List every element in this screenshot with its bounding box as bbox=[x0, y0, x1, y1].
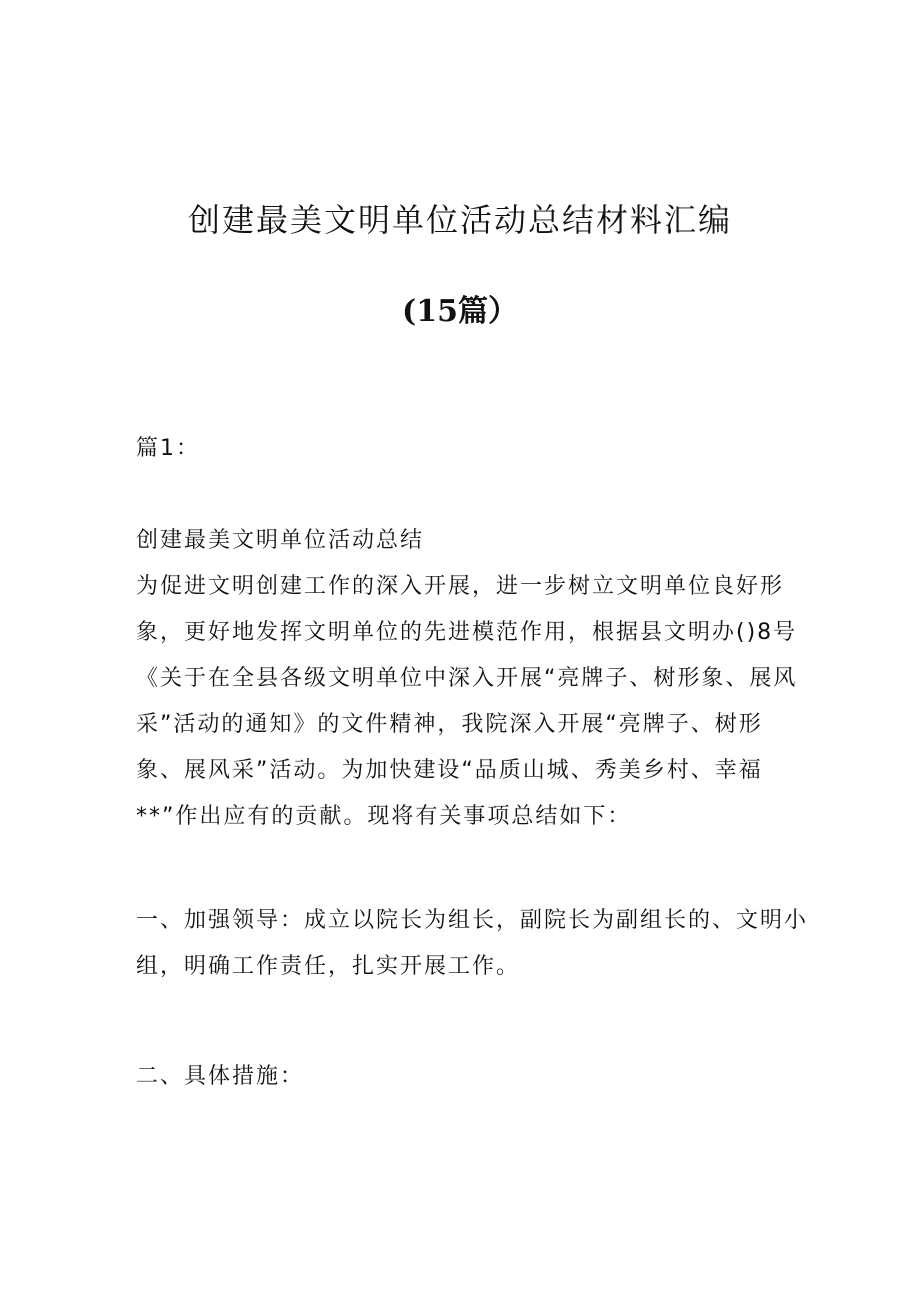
paragraph-line: 一、加强领导：成立以院长为组长，副院长为副组长的、文明小 bbox=[136, 908, 809, 933]
intro-paragraph bbox=[136, 564, 796, 840]
paragraph-line: **”作出应有的贡献。现将有关事项总结如下： bbox=[136, 804, 632, 829]
document-subtitle: (15篇） bbox=[402, 294, 518, 329]
document-title: 创建最美文明单位活动总结材料汇编 bbox=[187, 201, 732, 239]
point-one-paragraph bbox=[136, 898, 809, 990]
paragraph-line: 象，更好地发挥文明单位的先进模范作用，根据县文明办()8号 bbox=[136, 620, 798, 645]
chapter-label: 篇1： bbox=[136, 436, 200, 461]
section-heading: 创建最美文明单位活动总结 bbox=[136, 528, 425, 553]
paragraph-line: 《关于在全县各级文明单位中深入开展“亮牌子、树形象、展风 bbox=[136, 666, 798, 691]
point-two-heading: 二、具体措施： bbox=[136, 1064, 305, 1089]
paragraph-line: 组，明确工作责任，扎实开展工作。 bbox=[136, 954, 521, 979]
paragraph-line: 象、展风采”活动。为加快建设“品质山城、秀美乡村、幸福 bbox=[136, 758, 763, 783]
paragraph-line: 采”活动的通知》的文件精神，我院深入开展“亮牌子、树形 bbox=[136, 712, 763, 737]
paragraph-line: 为促进文明创建工作的深入开展，进一步树立文明单位良好形 bbox=[136, 574, 785, 599]
